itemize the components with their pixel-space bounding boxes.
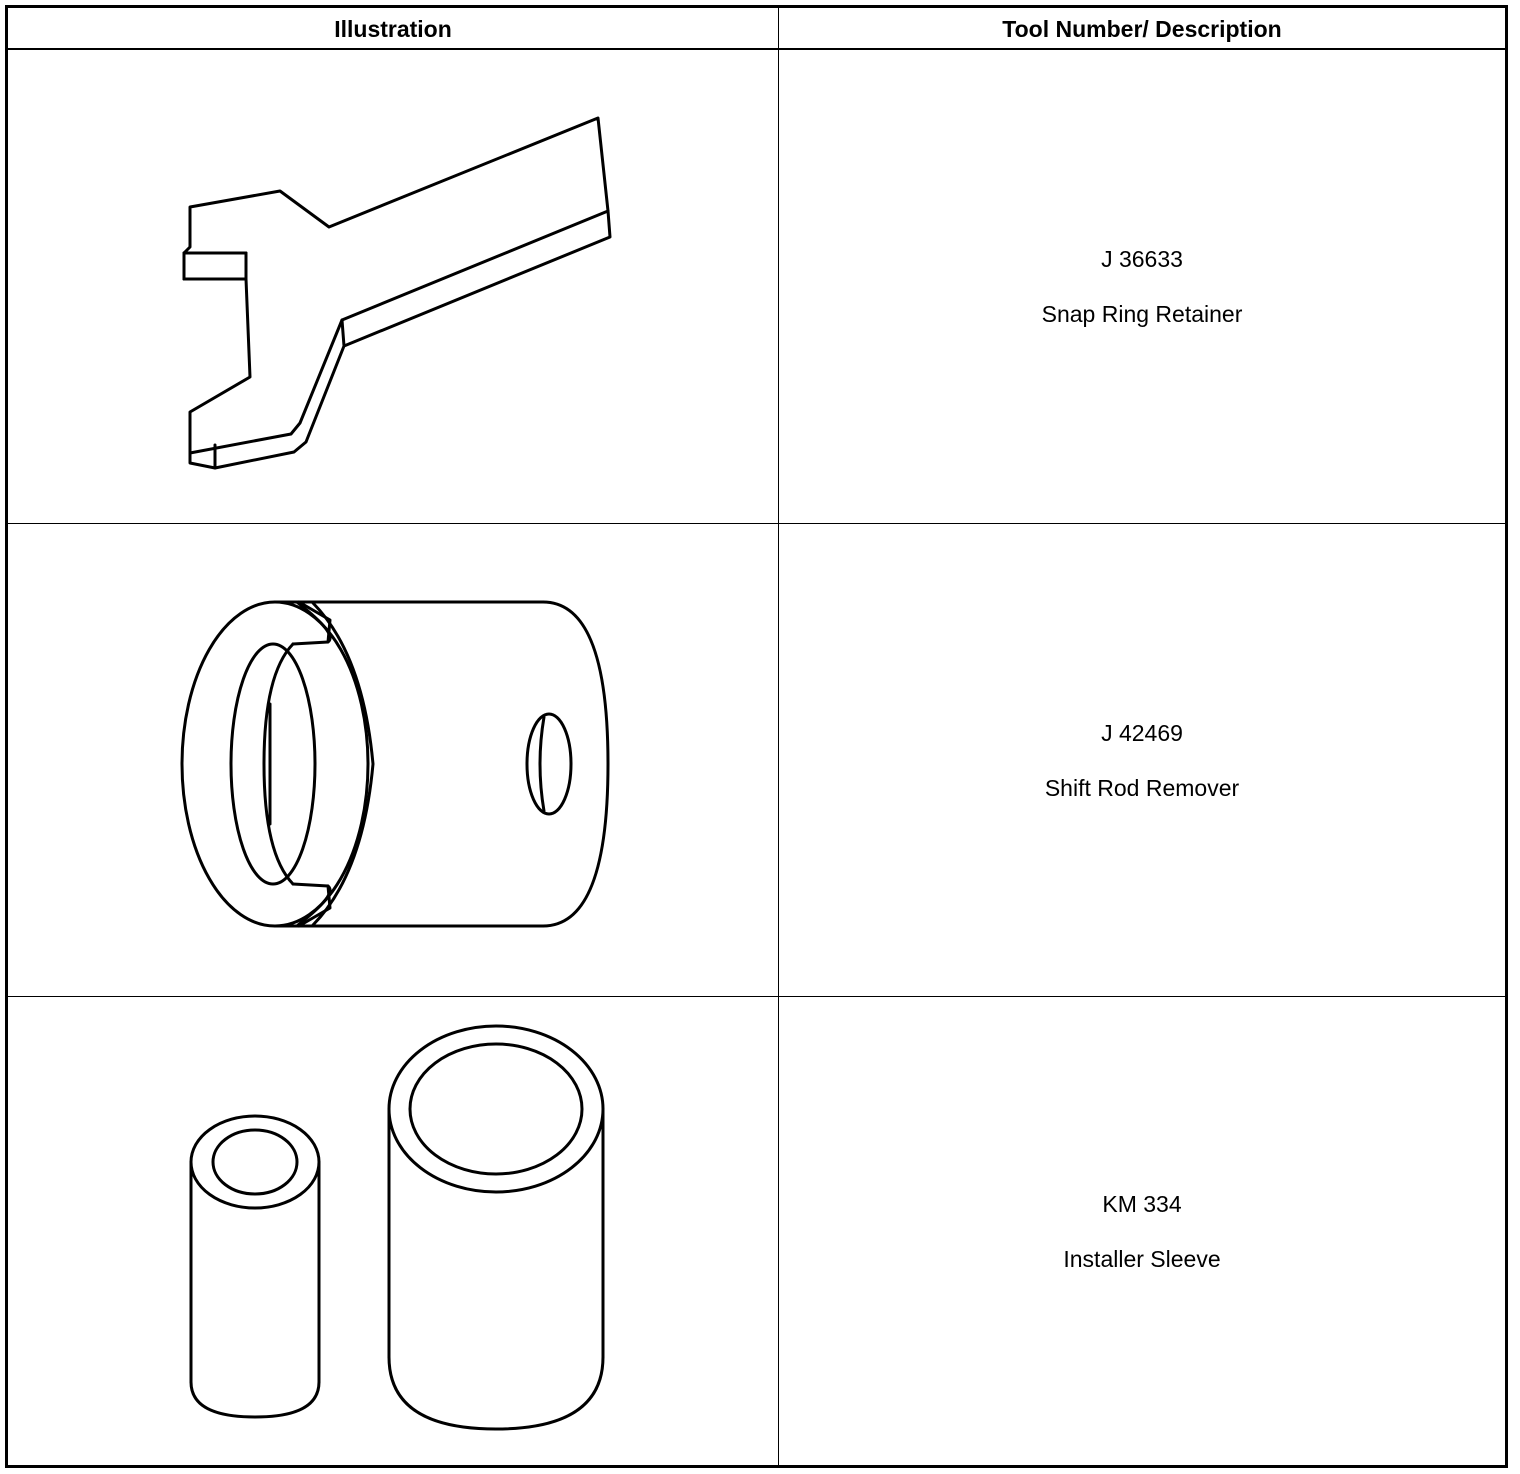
table-row: [8, 524, 1505, 997]
header-tool-number-description: Tool Number/ Description: [1002, 16, 1282, 42]
description-cell: [779, 524, 1505, 996]
table-header-row: [8, 8, 1505, 50]
tool-description: Installer Sleeve: [1063, 1245, 1221, 1272]
tool-number: J 42469: [1101, 719, 1183, 746]
table-row: [8, 997, 1505, 1465]
slotted-cylinder-icon: [8, 524, 778, 997]
description-cell: [779, 997, 1505, 1465]
description-cell: [779, 50, 1505, 523]
header-illustration: Illustration: [334, 16, 452, 42]
illustration-cell: [8, 524, 778, 996]
table-row: [8, 50, 1505, 524]
tool-number: KM 334: [1102, 1190, 1182, 1217]
tool-description: Shift Rod Remover: [1044, 774, 1240, 801]
tool-description: Snap Ring Retainer: [1041, 301, 1243, 327]
tool-number: J 36633: [1101, 246, 1183, 272]
special-tools-table: [5, 5, 1508, 1468]
illustration-cell: [8, 50, 778, 523]
sleeve-pair-icon: [8, 997, 778, 1465]
spanner-wrench-icon: [8, 50, 778, 524]
illustration-cell: [8, 997, 778, 1465]
